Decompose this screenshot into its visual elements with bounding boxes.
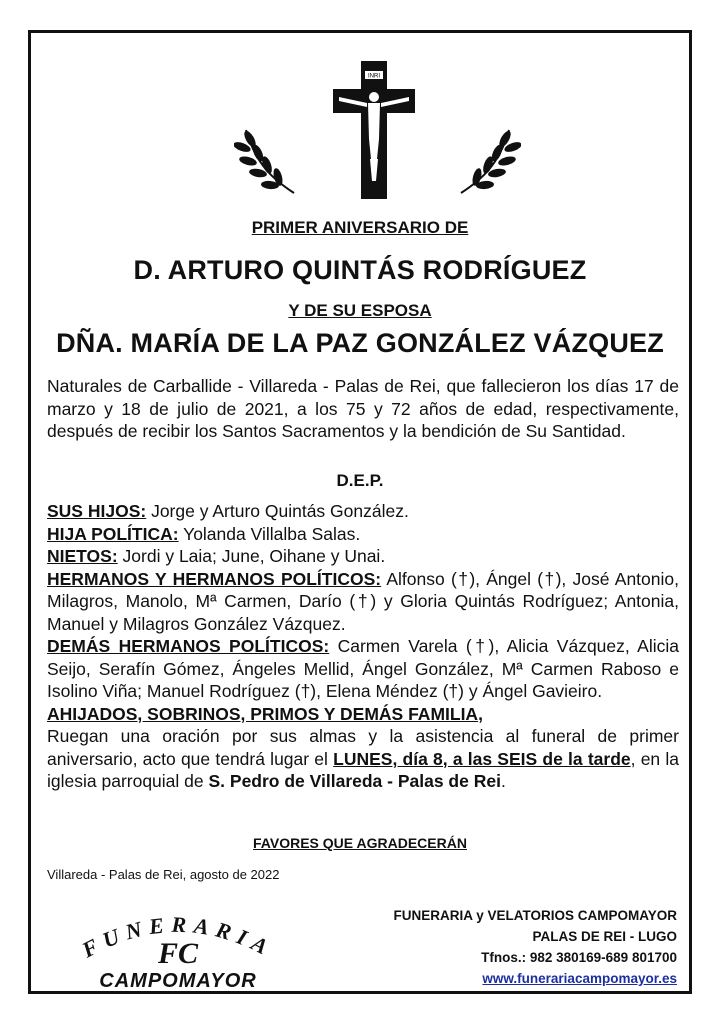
daughter-in-law-label: HIJA POLÍTICA:: [47, 523, 179, 544]
list-item: [47, 703, 679, 726]
list-item: [47, 568, 679, 636]
deceased-name-1: D. ARTURO QUINTÁS RODRÍGUEZ: [133, 255, 587, 285]
place-date: Villareda - Palas de Rei, agosto de 2022: [47, 867, 280, 882]
crucifix-icon: [331, 59, 417, 201]
intro-paragraph: Naturales de Carballide - Villareda - Palas de Rei, que fallecieron los días 17 de marzo y 18 de julio de 2021, a los 75 y 72 años de edad, respectivamente, después de recibir los Santos Sacramentos y la bendición de Su Santidad.: [47, 376, 679, 441]
list-item: [47, 500, 679, 523]
other-in-laws-label: DEMÁS HERMANOS POLÍTICOS:: [47, 636, 330, 656]
funeral-location: S. Pedro de Villareda - Palas de Rei: [208, 771, 501, 791]
extended-family-comma: ,: [478, 703, 483, 724]
children-names: Jorge y Arturo Quintás González.: [146, 501, 409, 521]
svg-text:FC: FC: [157, 937, 199, 970]
request-text-end: .: [500, 771, 506, 791]
inri-plate: INRI: [368, 73, 380, 80]
company-info: [393, 905, 677, 989]
other-in-laws-names: Carmen Varela (†), Alicia Vázquez, Alicia Seijo, Serafín Gómez, Ángeles Mellid, Ángel González, Mª Carmen Raboso e Isolino Viña; Manuel Rodríguez (†), Elena Méndez (†) y Ángel Gavieiro.: [47, 636, 680, 701]
anniversary-heading: PRIMER ANIVERSARIO DE: [251, 218, 469, 237]
thanks-line: FAVORES QUE AGRADECERÁN: [253, 835, 467, 851]
list-item: [47, 545, 679, 568]
funeral-request: [47, 725, 679, 793]
laurel-right-icon: [451, 125, 521, 195]
spouse-heading: Y DE SU ESPOSA: [288, 301, 432, 320]
siblings-names: Alfonso (†), Ángel (†), José Antonio, Milagros, Manolo, Mª Carmen, Darío (†) y Gloria Quintás Rodríguez; Antonia, Manuel y Milagros González Vázquez.: [47, 568, 679, 634]
request-text: Ruegan una oración por sus almas y la asistencia al funeral de primer aniversario, acto que tendrá lugar el: [47, 726, 679, 769]
dep-heading: D.E.P.: [336, 471, 384, 490]
company-name: FUNERARIA y VELATORIOS CAMPOMAYOR: [393, 908, 677, 923]
obituary-card: [28, 30, 692, 994]
siblings-label: HERMANOS Y HERMANOS POLÍTICOS:: [47, 568, 382, 589]
company-location: PALAS DE REI - LUGO: [532, 929, 677, 944]
list-item: [47, 635, 679, 703]
deceased-name-2: DÑA. MARÍA DE LA PAZ GONZÁLEZ VÁZQUEZ: [56, 328, 664, 358]
laurel-left-icon: [234, 125, 304, 195]
children-label: SUS HIJOS:: [47, 501, 147, 521]
family-list: [47, 500, 679, 793]
company-phones: Tfnos.: 982 380169-689 801700: [481, 950, 677, 965]
list-item: [47, 523, 679, 546]
request-text-mid: , en la iglesia parroquial de: [47, 748, 679, 791]
funeral-datetime: LUNES, día 8, a las SEIS de la tarde: [333, 748, 631, 769]
daughter-in-law-name: Yolanda Villalba Salas.: [178, 523, 361, 544]
grandchildren-label: NIETOS:: [47, 546, 118, 566]
funeraria-logo: [53, 903, 303, 991]
company-website-link[interactable]: www.funerariacampomayor.es: [482, 971, 677, 986]
svg-text:FUNERARIA: FUNERARIA: [77, 911, 279, 963]
svg-text:CAMPOMAYOR: CAMPOMAYOR: [99, 970, 257, 991]
extended-family-label: AHIJADOS, SOBRINOS, PRIMOS Y DEMÁS FAMILIA: [47, 703, 479, 724]
grandchildren-names: Jordi y Laia; June, Oihane y Unai.: [117, 546, 386, 566]
